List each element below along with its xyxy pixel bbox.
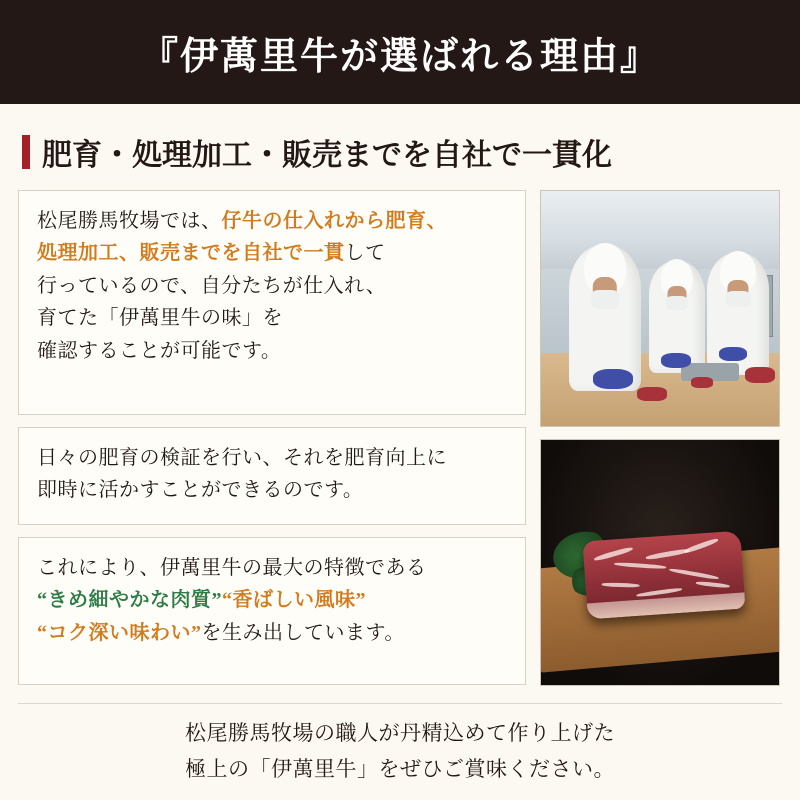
card-line: 行っているので、自分たちが仕入れ、 [37, 274, 387, 297]
photo-column [540, 190, 780, 697]
glove [661, 353, 691, 368]
card-line [37, 584, 507, 616]
meat-piece [637, 387, 667, 401]
page-header [0, 0, 800, 104]
card-line [37, 205, 507, 237]
meat-piece [745, 367, 775, 383]
text-segment-highlight: 仔牛の仕入れから肥育、 [221, 210, 447, 232]
mask [726, 291, 751, 307]
marbling [636, 587, 682, 597]
card-features [18, 537, 526, 685]
text-segment: 松尾勝馬牧場では、 [37, 210, 222, 232]
text-segment-highlight: 処理加工、販売までを自社で一貫 [37, 242, 345, 265]
marbling [645, 548, 689, 561]
card-line: 確認することが可能です。 [37, 339, 282, 362]
card-line: 日々の肥育の検証を行い、それを肥育向上に [37, 447, 447, 469]
marbling [683, 537, 719, 554]
marbling [669, 568, 719, 581]
photo-processing [540, 190, 780, 427]
text-segment-highlight: “きめ細やかな肉質” [37, 589, 222, 612]
card-line [37, 617, 507, 649]
text-segment-highlight: “香ばしい風味” [222, 589, 366, 612]
text-segment: を生み出しています。 [201, 621, 405, 644]
marbling [602, 582, 640, 587]
content-row [18, 190, 782, 697]
card-consistency [18, 190, 526, 415]
card-line: これにより、伊萬里牛の最大の特徴である [37, 557, 427, 579]
marbling [593, 546, 633, 562]
marbling [696, 581, 730, 589]
card-line: 即時に活かすことができるのです。 [37, 479, 364, 502]
heading-accent-bar [22, 135, 30, 169]
section-heading-text: 肥育・処理加工・販売までを自社で一貫化 [42, 139, 612, 172]
photo-steak [540, 439, 780, 686]
footer-message [18, 703, 782, 785]
mask [591, 290, 620, 309]
page-body [0, 104, 800, 780]
meat-piece [691, 377, 713, 388]
footer-line-2: 極上の「伊萬里牛」をぜひご賞味ください。 [185, 756, 615, 781]
glove [719, 347, 747, 361]
glove [593, 369, 633, 389]
mask [666, 296, 688, 311]
text-column [18, 190, 526, 697]
text-segment: して [344, 242, 386, 265]
card-line [37, 237, 507, 269]
wagyu-steak [582, 531, 745, 620]
text-segment-highlight: “コク深い味わい” [37, 621, 202, 644]
section-heading [22, 130, 782, 174]
page-title: 『伊萬里牛が選ばれる理由』 [139, 35, 660, 78]
card-line: 育てた「伊萬里牛の味」を [37, 307, 283, 330]
marbling [614, 562, 666, 570]
card-verification [18, 427, 526, 525]
footer-line-1: 松尾勝馬牧場の職人が丹精込めて作り上げた [185, 721, 615, 745]
